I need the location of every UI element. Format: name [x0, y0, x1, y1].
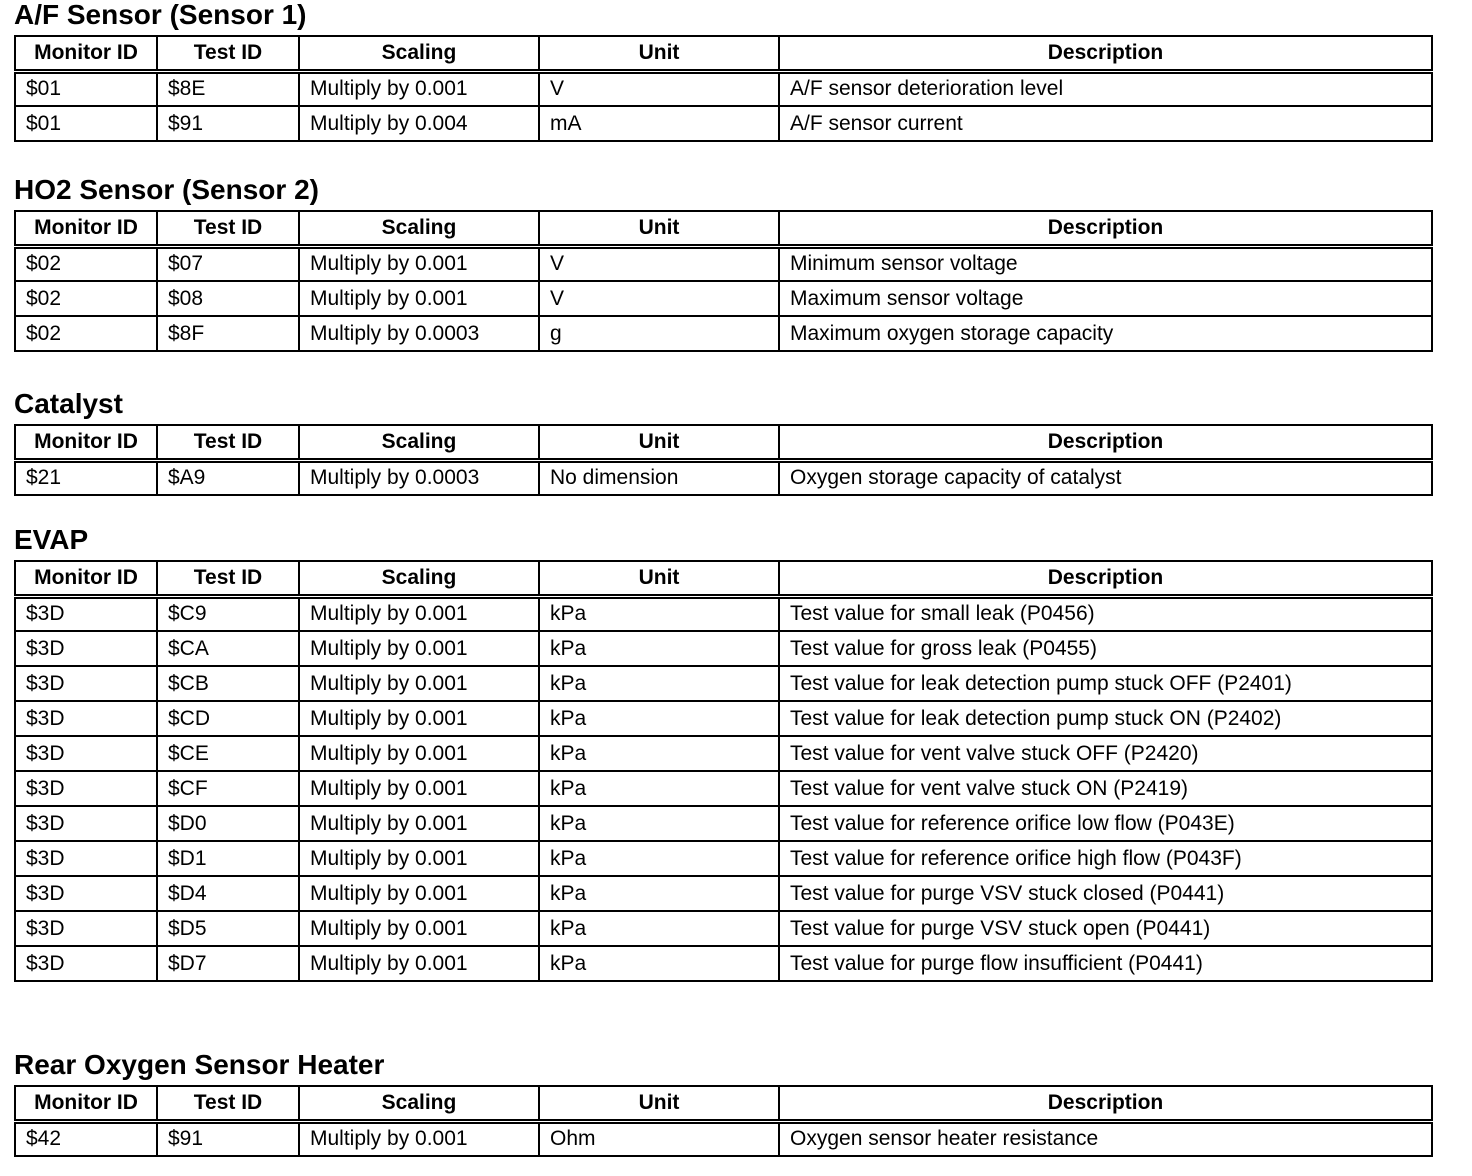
cell-scaling: Multiply by 0.001	[299, 946, 539, 981]
cell-test-id: $91	[157, 1121, 299, 1156]
cell-test-id: $CE	[157, 736, 299, 771]
cell-description: Maximum oxygen storage capacity	[779, 316, 1432, 351]
table-row	[15, 460, 1432, 495]
table-row	[15, 71, 1432, 106]
cell-test-id: $A9	[157, 460, 299, 495]
header-unit: Unit	[539, 561, 779, 596]
header-monitor-id: Monitor ID	[15, 425, 157, 460]
header-row	[15, 36, 1432, 71]
cell-monitor-id: $3D	[15, 701, 157, 736]
cell-scaling: Multiply by 0.0003	[299, 316, 539, 351]
cell-test-id: $07	[157, 246, 299, 281]
cell-unit: mA	[539, 106, 779, 141]
header-monitor-id: Monitor ID	[15, 1086, 157, 1121]
header-unit: Unit	[539, 36, 779, 71]
header-description: Description	[779, 561, 1432, 596]
header-monitor-id: Monitor ID	[15, 36, 157, 71]
section-title: Rear Oxygen Sensor Heater	[14, 1049, 385, 1080]
section-title: A/F Sensor (Sensor 1)	[14, 0, 307, 30]
cell-unit: kPa	[539, 946, 779, 981]
cell-test-id: $C9	[157, 596, 299, 631]
table-row	[15, 701, 1432, 736]
header-description: Description	[779, 36, 1432, 71]
cell-unit: kPa	[539, 666, 779, 701]
cell-test-id: $8F	[157, 316, 299, 351]
monitor-table	[14, 35, 1433, 142]
cell-unit: kPa	[539, 806, 779, 841]
cell-monitor-id: $3D	[15, 596, 157, 631]
header-test-id: Test ID	[157, 211, 299, 246]
cell-scaling: Multiply by 0.004	[299, 106, 539, 141]
table-row	[15, 246, 1432, 281]
cell-scaling: Multiply by 0.001	[299, 281, 539, 316]
table-row	[15, 1121, 1432, 1156]
cell-unit: kPa	[539, 771, 779, 806]
cell-test-id: $08	[157, 281, 299, 316]
cell-description: A/F sensor deterioration level	[779, 71, 1432, 106]
header-scaling: Scaling	[299, 425, 539, 460]
cell-monitor-id: $3D	[15, 631, 157, 666]
cell-test-id: $91	[157, 106, 299, 141]
cell-description: Test value for reference orifice low flow (P043E)	[779, 806, 1432, 841]
header-row	[15, 211, 1432, 246]
cell-monitor-id: $3D	[15, 666, 157, 701]
header-scaling: Scaling	[299, 561, 539, 596]
table-row	[15, 771, 1432, 806]
cell-scaling: Multiply by 0.001	[299, 841, 539, 876]
section-title: Catalyst	[14, 388, 123, 419]
cell-monitor-id: $3D	[15, 771, 157, 806]
header-test-id: Test ID	[157, 36, 299, 71]
cell-unit: kPa	[539, 841, 779, 876]
cell-test-id: $CF	[157, 771, 299, 806]
cell-unit: No dimension	[539, 460, 779, 495]
cell-monitor-id: $3D	[15, 876, 157, 911]
header-scaling: Scaling	[299, 36, 539, 71]
cell-unit: V	[539, 246, 779, 281]
section-title: HO2 Sensor (Sensor 2)	[14, 174, 319, 205]
table-row	[15, 806, 1432, 841]
cell-description: Test value for small leak (P0456)	[779, 596, 1432, 631]
cell-monitor-id: $3D	[15, 736, 157, 771]
cell-description: Test value for reference orifice high flow (P043F)	[779, 841, 1432, 876]
cell-monitor-id: $3D	[15, 911, 157, 946]
table-row	[15, 666, 1432, 701]
cell-monitor-id: $3D	[15, 841, 157, 876]
header-unit: Unit	[539, 425, 779, 460]
cell-scaling: Multiply by 0.0003	[299, 460, 539, 495]
cell-unit: Ohm	[539, 1121, 779, 1156]
cell-monitor-id: $3D	[15, 806, 157, 841]
table-row	[15, 736, 1432, 771]
cell-description: Test value for purge VSV stuck open (P0441)	[779, 911, 1432, 946]
cell-description: Oxygen storage capacity of catalyst	[779, 460, 1432, 495]
cell-scaling: Multiply by 0.001	[299, 806, 539, 841]
header-test-id: Test ID	[157, 425, 299, 460]
cell-test-id: $D7	[157, 946, 299, 981]
header-description: Description	[779, 1086, 1432, 1121]
cell-scaling: Multiply by 0.001	[299, 876, 539, 911]
header-description: Description	[779, 211, 1432, 246]
monitor-table	[14, 560, 1433, 982]
table-row	[15, 841, 1432, 876]
table-row	[15, 281, 1432, 316]
cell-monitor-id: $02	[15, 316, 157, 351]
table-row	[15, 876, 1432, 911]
cell-description: Test value for gross leak (P0455)	[779, 631, 1432, 666]
header-test-id: Test ID	[157, 561, 299, 596]
header-monitor-id: Monitor ID	[15, 211, 157, 246]
cell-test-id: $CD	[157, 701, 299, 736]
cell-unit: kPa	[539, 736, 779, 771]
table-row	[15, 631, 1432, 666]
header-monitor-id: Monitor ID	[15, 561, 157, 596]
cell-monitor-id: $02	[15, 281, 157, 316]
cell-unit: V	[539, 71, 779, 106]
cell-scaling: Multiply by 0.001	[299, 246, 539, 281]
cell-monitor-id: $01	[15, 106, 157, 141]
monitor-table	[14, 424, 1433, 496]
cell-description: Test value for vent valve stuck OFF (P2420)	[779, 736, 1432, 771]
section-title: EVAP	[14, 524, 89, 555]
cell-scaling: Multiply by 0.001	[299, 701, 539, 736]
cell-unit: kPa	[539, 701, 779, 736]
cell-unit: kPa	[539, 911, 779, 946]
cell-scaling: Multiply by 0.001	[299, 666, 539, 701]
header-description: Description	[779, 425, 1432, 460]
header-row	[15, 1086, 1432, 1121]
cell-description: Test value for purge flow insufficient (P0441)	[779, 946, 1432, 981]
cell-scaling: Multiply by 0.001	[299, 736, 539, 771]
header-scaling: Scaling	[299, 1086, 539, 1121]
cell-scaling: Multiply by 0.001	[299, 631, 539, 666]
cell-description: Minimum sensor voltage	[779, 246, 1432, 281]
monitor-table	[14, 1085, 1433, 1157]
cell-test-id: $D4	[157, 876, 299, 911]
cell-test-id: $D5	[157, 911, 299, 946]
cell-scaling: Multiply by 0.001	[299, 596, 539, 631]
cell-description: Test value for vent valve stuck ON (P2419)	[779, 771, 1432, 806]
table-row	[15, 946, 1432, 981]
cell-description: Test value for leak detection pump stuck OFF (P2401)	[779, 666, 1432, 701]
cell-monitor-id: $01	[15, 71, 157, 106]
table-row	[15, 316, 1432, 351]
cell-monitor-id: $42	[15, 1121, 157, 1156]
header-test-id: Test ID	[157, 1086, 299, 1121]
header-row	[15, 425, 1432, 460]
header-unit: Unit	[539, 211, 779, 246]
cell-test-id: $8E	[157, 71, 299, 106]
cell-description: Test value for purge VSV stuck closed (P0441)	[779, 876, 1432, 911]
cell-monitor-id: $02	[15, 246, 157, 281]
cell-description: A/F sensor current	[779, 106, 1432, 141]
header-row	[15, 561, 1432, 596]
cell-test-id: $CB	[157, 666, 299, 701]
header-unit: Unit	[539, 1086, 779, 1121]
cell-scaling: Multiply by 0.001	[299, 71, 539, 106]
cell-description: Test value for leak detection pump stuck ON (P2402)	[779, 701, 1432, 736]
cell-scaling: Multiply by 0.001	[299, 771, 539, 806]
cell-test-id: $CA	[157, 631, 299, 666]
cell-scaling: Multiply by 0.001	[299, 1121, 539, 1156]
monitor-table	[14, 210, 1433, 352]
header-scaling: Scaling	[299, 211, 539, 246]
cell-scaling: Multiply by 0.001	[299, 911, 539, 946]
cell-test-id: $D1	[157, 841, 299, 876]
table-row	[15, 596, 1432, 631]
cell-monitor-id: $21	[15, 460, 157, 495]
cell-monitor-id: $3D	[15, 946, 157, 981]
table-row	[15, 106, 1432, 141]
table-row	[15, 911, 1432, 946]
cell-unit: g	[539, 316, 779, 351]
cell-unit: kPa	[539, 631, 779, 666]
cell-unit: V	[539, 281, 779, 316]
cell-unit: kPa	[539, 596, 779, 631]
cell-unit: kPa	[539, 876, 779, 911]
cell-description: Oxygen sensor heater resistance	[779, 1121, 1432, 1156]
cell-description: Maximum sensor voltage	[779, 281, 1432, 316]
cell-test-id: $D0	[157, 806, 299, 841]
